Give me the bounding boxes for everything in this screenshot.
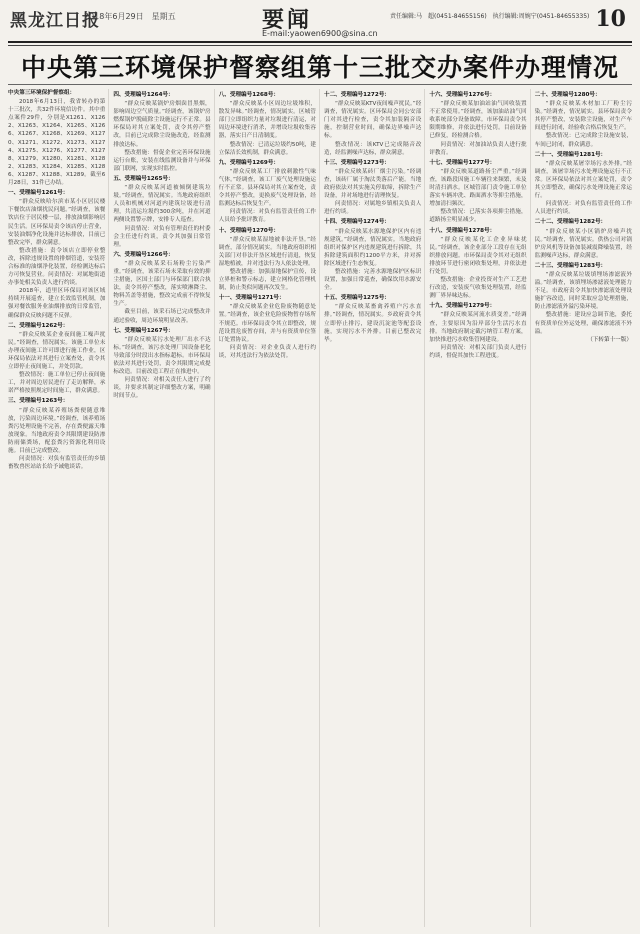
article-paragraph: 问责情况：对负有监管责任的工作人员给予批评教育。 <box>218 209 316 224</box>
case-subheading: 十二、受理编号1272号： <box>323 92 390 98</box>
article-paragraph: 整改情况：施工单位已停止夜间施工，并对周边居民进行了走访解释，承诺严格按照规定时间施工，群众满意。 <box>8 372 106 395</box>
article-paragraph: 问责情况：对相关责任人进行了约谈，并要求其制定详细整改方案，明确时间节点。 <box>113 377 211 400</box>
article-paragraph: “群众反映哈尔滨市某小区居民楼下餐饮店油烟扰民问题。”经调查，该餐饮店位于居民楼一层，排放油烟影响居民生活。区环保局责令该店停止营业，安装油烟净化设施并达标排放，目前已整改完毕，群众满意。 <box>8 199 106 246</box>
article-paragraph: 2018年6月13日，我省转办的第十三批次，共32件环境信访件。其中重点案件29件，分别是X1261、X1262、X1263、X1264、X1265、X1266、X1267、X1268、X1269、X1270、X1271、X1272、X1273、X1274、X1275、X1276、X1277、X1278、X1279、X1280、X1281、X1282、X1283、X1284、X1285、X1286、X1287、X1288、X1289。截至6月28日，31件已办结。 <box>8 99 106 187</box>
article-paragraph: 问责情况：对负有管理责任的村委会主任进行约谈，责令其加强日常管理。 <box>113 225 211 248</box>
case-subheading: 十六、受理编号1276号： <box>429 92 496 98</box>
case-subheading: 三、受理编号1263号： <box>8 398 69 405</box>
article-paragraph: “群众反映某屠宰场污水外排。”经调查，该屠宰场污水处理设施运行不正常。区环保局依法对其立案处罚，责令其立即整改，确保污水处理设施正常运行。 <box>534 160 632 200</box>
article-paragraph: “群众反映某化工企业异味扰民。”经调查，该企业部分工段存在无组织排放问题。市环保局责令其对无组织排放环节进行密闭收集处理，并依法进行处罚。 <box>429 236 527 275</box>
article-paragraph: 整改措施：完善水源地保护区标识设置，加强日常巡查，确保饮用水源安全。 <box>323 268 422 292</box>
article-paragraph: “群众反映某道路扬尘严重。”经调查，该路段因施工车辆往来频繁，未及时清扫洒水。区城管部门责令施工单位落实车辆冲洗、路面洒水等抑尘措施，增加清扫频次。 <box>429 168 527 208</box>
header-rule-thick <box>8 41 632 43</box>
article-column <box>324 89 425 927</box>
article-paragraph: 2018年，道里区环保局对该区域持续开展巡查，建立长效监管机制，加强对餐饮服务业油烟排放的日常监管，确保群众反映问题不反弹。 <box>8 288 106 319</box>
article-column <box>429 89 530 927</box>
article-paragraph: “群众反映某养殖场粪便随意堆放，污染周边环境。”经调查，该养殖场粪污处理设施不完善，存在粪便露天堆放现象。当地政府责令其限期建设防渗防雨储粪场，配套粪污资源化利用设施。目前已完成整改。 <box>8 407 106 455</box>
article-paragraph: 整改措施：加强湿地保护宣传，设立界桩和警示标志，建立网格化管理机制，防止类似问题再次发生。 <box>218 268 316 292</box>
case-subheading: 二、受理编号1262号： <box>8 322 69 329</box>
article-paragraph: “群众反映某水源地保护区内有违规建筑。”经调查，情况属实。当地政府组织对保护区内违规建筑进行拆除，共拆除建筑面积约1200平方米，并对拆除区域进行生态恢复。 <box>323 228 422 267</box>
article-paragraph: “群众反映某锅炉房烟囱冒黑烟，影响周边空气质量。”经调查，该锅炉房燃煤锅炉脱硫除尘设施运行不正常。县环保局对其立案处罚，责令其停产整改，目前已完成除尘设施改造，经监测排放达标。 <box>113 101 211 148</box>
article-paragraph: “群众反映某木材加工厂粉尘污染。”经调查，情况属实。县环保局责令其停产整改，安装除尘设施，对生产车间进行封闭，经验收合格后恢复生产。 <box>534 101 632 132</box>
article-paragraph: “群众反映某垃圾填埋场渗滤液外溢。”经调查，该填埋场渗滤液处理能力不足。市政府责令其加快渗滤液处理设施扩容改造，同时采取应急处理措施，防止渗滤液外溢污染环境。 <box>534 271 632 311</box>
case-subheading: 六、受理编号1266号： <box>113 251 174 258</box>
article-paragraph: 整改措施：责令该店立即停业整改，拆除违规设置的排烟管道，安装符合标准的油烟净化装置，经检测达标后方可恢复营业。问责情况：对属地街道办事处相关负责人进行约谈。 <box>8 247 106 287</box>
article-columns <box>8 89 632 927</box>
article-headline: 中央第三环境保护督察组第十三批交办案件办理情况 <box>20 53 619 82</box>
case-subheading: 九、受理编号1269号： <box>218 159 279 166</box>
article-paragraph: “群众反映某采石场粉尘污染严重。”经调查，该采石场未采取有效的抑尘措施，区国土部门与环保部门联合执法，责令其停产整改，落实喷淋降尘、物料苫盖等措施，整改完成前不得恢复生产。 <box>113 260 211 308</box>
headline-rule <box>8 84 632 85</box>
article-paragraph: “群众反映某小区周边垃圾堆积，散发异味。”经调查，情况属实。区城管部门立即组织力量对垃圾进行清运，对周边环境进行消杀，并增设垃圾收集容器，落实日产日清制度。 <box>218 101 316 140</box>
case-subheading: 十七、受理编号1277号： <box>429 159 496 166</box>
case-subheading: 七、受理编号1267号： <box>113 327 174 334</box>
section-title: 要闻 <box>262 7 313 33</box>
section-email: E-mail:yaowen6900@sina.cn <box>262 29 378 38</box>
editors-line: 责任编辑:马 超(0451-84655156) 执行编辑:周婉宁(0451-84655335) <box>390 13 590 20</box>
masthead: 黑龙江日报 <box>10 11 100 31</box>
article-paragraph: “群众反映某加油站油气回收装置不正常使用。”经调查，该加油站油气回收系统部分设备故障。市环保局责令其限期维修，并依法进行处罚。目前设备已修复，经检测合格。 <box>429 101 527 140</box>
article-paragraph: 问责情况：对加油站负责人进行批评教育。 <box>429 141 527 156</box>
case-subheading: 八、受理编号1268号： <box>218 92 279 98</box>
case-subheading: 十、受理编号1270号： <box>218 227 279 234</box>
article-paragraph: 整改措施：督促企业完善环保设施运行台账，安装在线监测设备并与环保部门联网，实现实时监控。 <box>113 149 211 172</box>
article-paragraph: 整改措施：建设应急调节池，委托有资质单位外运处理，确保渗滤液不外溢。 <box>534 312 632 335</box>
article-paragraph: “群众反映某砖厂烟尘污染。”经调查，该砖厂属于淘汰类落后产能。当地政府依法对其实施关停取缔，拆除生产设备，并对场地进行清理恢复。 <box>323 168 422 200</box>
case-subheading: 二十二、受理编号1282号： <box>534 219 607 226</box>
case-subheading: 十一、受理编号1271号： <box>218 295 285 302</box>
article-paragraph: “群众反映某KTV夜间噪声扰民。”经调查，情况属实。区环保局会同公安部门对其进行检查，责令其加装隔音设施，控制营业时间，确保边界噪声达标。 <box>323 101 422 140</box>
article-paragraph: 整改情况：该KTV已完成隔音改造，经监测噪声达标，群众满意。 <box>323 141 422 156</box>
case-subheading: 二十三、受理编号1283号： <box>534 262 607 269</box>
article-paragraph: “群众反映某企业夜间施工噪声扰民。”经调查，情况属实。该施工单位未办理夜间施工许可即进行施工作业，区环保局依法对其进行立案查处，责令其立即停止夜间施工，并处罚款。 <box>8 331 106 371</box>
case-subheading: 十四、受理编号1274号： <box>323 219 390 226</box>
article-paragraph: 问责情况：对负有监管责任的工作人员进行约谈。 <box>534 201 632 216</box>
article-paragraph: “群众反映某小区锅炉房噪声扰民。”经调查，情况属实。供热公司对锅炉房风机等设备加装减震降噪装置，经监测噪声达标，群众满意。 <box>534 228 632 259</box>
case-subheading: 五、受理编号1265号： <box>113 175 174 182</box>
article-column <box>113 89 214 927</box>
article-paragraph: 整改情况：已完成除尘设施安装，车间已封闭，群众满意。 <box>534 133 632 148</box>
case-subheading: 十三、受理编号1273号： <box>323 159 390 166</box>
article-paragraph: 整改措施：企业投资对生产工艺进行改造，安装废气收集处理装置，经监测厂界异味达标。 <box>429 277 527 300</box>
article-paragraph: “群众反映某企业危险废物随意处置。”经调查，该企业危险废物暂存场所不规范。市环保局责令其立即整改，规范设置危废暂存间，并与有资质单位签订处置协议。 <box>218 304 316 343</box>
article-paragraph: “群众反映某河流水质变差。”经调查，主要原因为沿岸部分生活污水直排。当地政府制定截污纳管工程方案，加快推进污水收集管网建设。 <box>429 312 527 343</box>
header-rule-thin <box>8 45 632 46</box>
case-subheading: 十八、受理编号1278号： <box>429 227 496 234</box>
continued-note: （下转第十一版） <box>587 336 632 343</box>
case-subheading: 二十、受理编号1280号： <box>534 92 601 98</box>
article-column <box>535 89 632 927</box>
article-column <box>219 89 320 927</box>
article-paragraph: 整改情况：已清运垃圾约50吨，建立保洁长效机制，群众满意。 <box>218 141 316 156</box>
article-column <box>8 89 109 927</box>
article-paragraph: “群众反映某湿地被非法开垦。”经调查，部分情况属实。当地政府组织相关部门对非法开垦区域进行清退，恢复湿地植被，并对违法行为人依法处理。 <box>218 236 316 267</box>
case-subheading: 十五、受理编号1275号： <box>323 295 390 302</box>
article-paragraph: 问责情况：对负有监管责任的乡镇畜牧兽医站站长给予诫勉谈话。 <box>8 456 106 471</box>
article-paragraph: 截至目前，该采石场已完成整改并通过验收，周边环境明显改善。 <box>113 309 211 324</box>
article-paragraph: 问责情况：对属地乡镇相关负责人进行约谈。 <box>323 201 422 216</box>
article-byline: 中央第三环境保护督察组： <box>8 90 76 96</box>
case-subheading: 四、受理编号1264号： <box>113 92 174 98</box>
article-paragraph: “群众反映某污水处理厂出水不达标。”经调查，该污水处理厂因设备老化导致部分时段出水指标超标。市环保局依法对其进行处罚，责令其限期完成提标改造。目前改造工程正在推进中。 <box>113 336 211 376</box>
case-subheading: 一、受理编号1261号： <box>8 190 69 197</box>
page-number: 10 <box>595 6 626 32</box>
issue-date: 2018年6月29日 星期五 <box>84 12 176 21</box>
case-subheading: 二十一、受理编号1281号： <box>534 151 607 158</box>
article-paragraph: “群众反映某工厂排放刺激性气味气体。”经调查，该工厂废气处理设施运行不正常。县环保局对其立案查处，责令其停产整改，更换废气处理设备，经监测达标后恢复生产。 <box>218 168 316 208</box>
article-paragraph: 问责情况：对相关部门负责人进行约谈，督促其加快工程进度。 <box>429 344 527 359</box>
case-subheading: 十九、受理编号1279号： <box>429 303 496 310</box>
article-paragraph: “群众反映某河道被倾倒建筑垃圾。”经调查，情况属实。当地政府组织人员和机械对河道内建筑垃圾进行清理，共清运垃圾约300余吨，并在河道两侧设置警示牌，安排专人巡查。 <box>113 185 211 224</box>
article-paragraph: “群众反映某畜禽养殖户污水直排。”经调查，情况属实。乡政府责令其立即停止排污，建设沉淀池等配套设施，实现污水不外排。目前已整改完毕。 <box>323 304 422 343</box>
article-paragraph: 整改情况：已落实各项抑尘措施，道路扬尘明显减少。 <box>429 209 527 224</box>
article-paragraph: 问责情况：对企业负责人进行约谈，对其违法行为依法处罚。 <box>218 344 316 359</box>
